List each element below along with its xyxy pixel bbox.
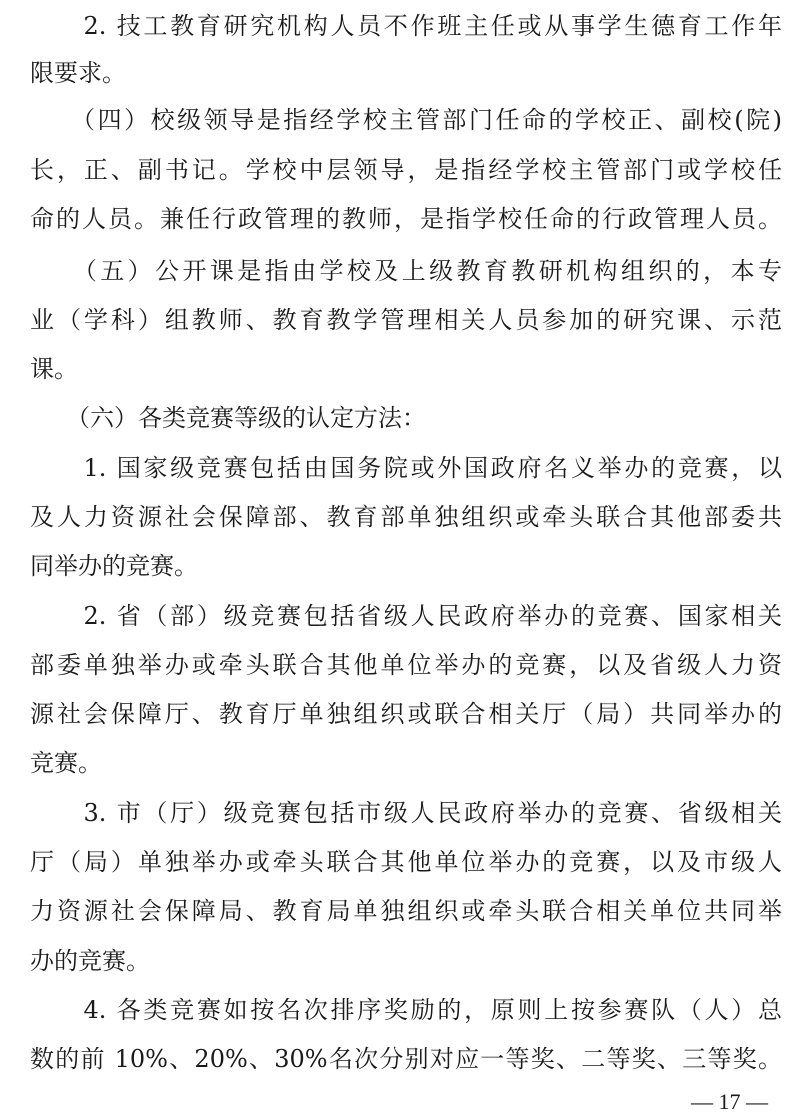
text-line: （四）校级领导是指经学校主管部门任命的学校正、副校(院) [30,106,782,134]
text-line: 1. 国家级竞赛包括由国务院或外国政府名义举办的竞赛，以 [30,454,782,482]
text-line: 课。 [30,355,78,383]
text-line: 办的竞赛。 [30,947,150,975]
page-number: — 17 — [691,1089,768,1114]
text-line: 部委单独举办或牵头联合其他单位举办的竞赛，以及省级人力资 [30,651,782,679]
text-line: 力资源社会保障局、教育局单独组织或牵头联合相关单位共同举 [30,897,782,925]
document-page [30,0,782,1120]
text-line: 竞赛。 [30,749,102,777]
text-line: 业（学科）组教师、教育教学管理相关人员参加的研究课、示范 [30,306,782,334]
text-line: 命的人员。兼任行政管理的教师，是指学校任命的行政管理人员。 [30,205,782,233]
text-line: 同举办的竞赛。 [30,552,198,580]
text-line: 源社会保障厅、教育厅单独组织或联合相关厅（局）共同举办的 [30,700,782,728]
text-line: 长，正、副书记。学校中层领导，是指经学校主管部门或学校任 [30,156,782,184]
text-line: （五）公开课是指由学校及上级教育教研机构组织的，本专 [30,257,782,285]
text-line: 限要求。 [30,59,126,87]
text-line: 2. 省（部）级竞赛包括省级人民政府举办的竞赛、国家相关 [30,602,782,630]
text-line: （六）各类竞赛等级的认定方法： [30,404,426,432]
text-line: 4. 各类竞赛如按名次排序奖励的，原则上按参赛队（人）总 [30,996,782,1024]
text-line: 数的前 10%、20%、30%名次分别对应一等奖、二等奖、三等奖。 [30,1045,782,1073]
text-line: 3. 市（厅）级竞赛包括市级人民政府举办的竞赛、省级相关 [30,799,782,827]
text-line: 及人力资源社会保障部、教育部单独组织或牵头联合其他部委共 [30,503,782,531]
text-line: 厅（局）单独举办或牵头联合其他单位举办的竞赛，以及市级人 [30,848,782,876]
text-line: 2. 技工教育研究机构人员不作班主任或从事学生德育工作年 [30,12,782,40]
